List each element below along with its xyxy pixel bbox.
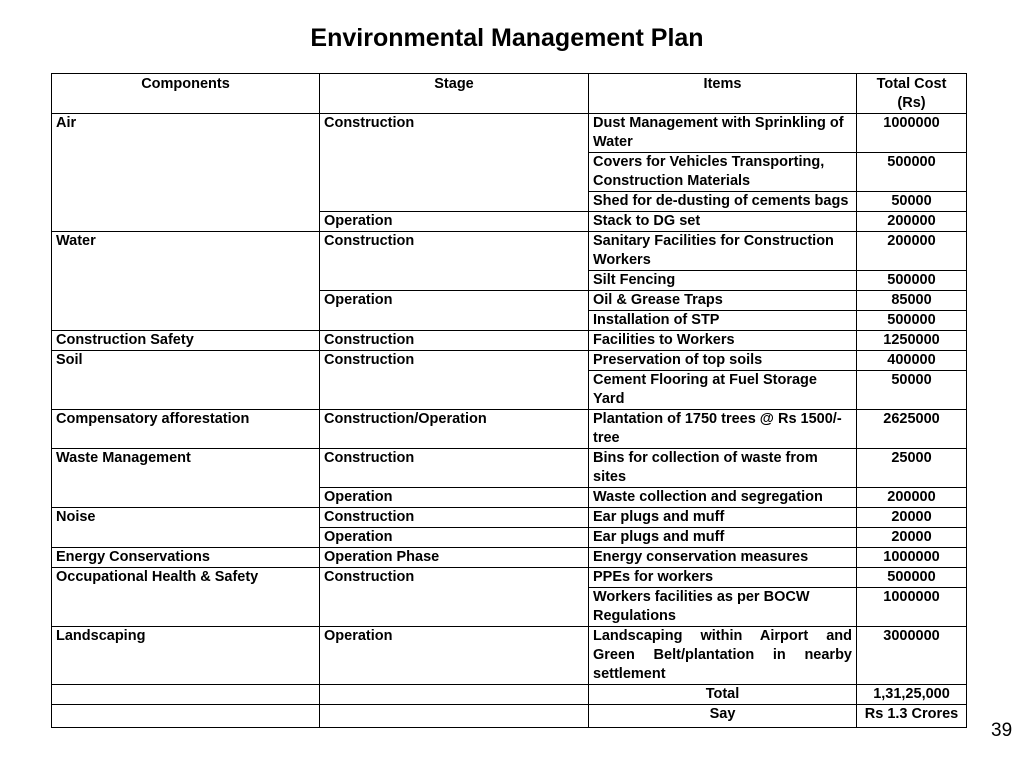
component-cell: Air <box>52 114 320 232</box>
stage-cell: Construction/Operation <box>320 410 589 449</box>
cost-cell: 200000 <box>857 488 967 508</box>
component-cell: Construction Safety <box>52 331 320 351</box>
header-components: Components <box>52 74 320 114</box>
component-cell: Landscaping <box>52 627 320 685</box>
stage-cell: Construction <box>320 449 589 488</box>
page-title: Environmental Management Plan <box>310 24 704 52</box>
item-cell: Installation of STP <box>589 311 857 331</box>
stage-cell: Construction <box>320 351 589 410</box>
component-cell: Soil <box>52 351 320 410</box>
table-row <box>52 351 967 371</box>
table-row <box>52 627 967 685</box>
component-cell: Energy Conservations <box>52 548 320 568</box>
empty-cell <box>320 685 589 705</box>
component-cell: Occupational Health & Safety <box>52 568 320 627</box>
component-cell: Noise <box>52 508 320 548</box>
empty-cell <box>52 705 320 728</box>
cost-cell: 85000 <box>857 291 967 311</box>
table-row <box>52 232 967 271</box>
stage-cell: Operation <box>320 488 589 508</box>
cost-cell: 3000000 <box>857 627 967 685</box>
stage-cell: Operation <box>320 627 589 685</box>
cost-cell: 1000000 <box>857 588 967 627</box>
component-cell: Water <box>52 232 320 331</box>
component-cell: Compensatory afforestation <box>52 410 320 449</box>
cost-cell: 500000 <box>857 153 967 192</box>
stage-cell: Construction <box>320 568 589 627</box>
item-cell: Stack to DG set <box>589 212 857 232</box>
item-cell: Workers facilities as per BOCW Regulations <box>589 588 857 627</box>
stage-cell: Operation <box>320 291 589 331</box>
total-value: 1,31,25,000 <box>857 685 967 705</box>
page-number: 39 <box>991 720 1013 741</box>
cost-cell: 400000 <box>857 351 967 371</box>
header-total-cost: Total Cost (Rs) <box>857 74 967 114</box>
table-row <box>52 548 967 568</box>
item-cell: Ear plugs and muff <box>589 508 857 528</box>
table-row <box>52 449 967 488</box>
cost-cell: 500000 <box>857 568 967 588</box>
stage-cell: Construction <box>320 232 589 291</box>
empty-cell <box>320 705 589 728</box>
item-cell: Landscaping within Airport and Green Belt/plantation in nearby settlement <box>589 627 857 685</box>
cost-cell: 2625000 <box>857 410 967 449</box>
item-cell: Ear plugs and muff <box>589 528 857 548</box>
item-cell: Oil & Grease Traps <box>589 291 857 311</box>
item-cell: Bins for collection of waste from sites <box>589 449 857 488</box>
item-cell: Cement Flooring at Fuel Storage Yard <box>589 371 857 410</box>
item-cell: Dust Management with Sprinkling of Water <box>589 114 857 153</box>
stage-cell: Construction <box>320 114 589 212</box>
item-cell: PPEs for workers <box>589 568 857 588</box>
empty-cell <box>52 685 320 705</box>
cost-cell: 1000000 <box>857 114 967 153</box>
say-value: Rs 1.3 Crores <box>857 705 967 728</box>
item-cell: Shed for de-dusting of cements bags <box>589 192 857 212</box>
cost-cell: 50000 <box>857 192 967 212</box>
table-row <box>52 331 967 351</box>
item-cell: Covers for Vehicles Transporting, Construction Materials <box>589 153 857 192</box>
item-cell: Silt Fencing <box>589 271 857 291</box>
item-cell: Facilities to Workers <box>589 331 857 351</box>
item-cell: Energy conservation measures <box>589 548 857 568</box>
item-cell: Waste collection and segregation <box>589 488 857 508</box>
stage-cell: Construction <box>320 508 589 528</box>
cost-cell: 50000 <box>857 371 967 410</box>
stage-cell: Operation Phase <box>320 548 589 568</box>
cost-cell: 20000 <box>857 528 967 548</box>
item-cell: Plantation of 1750 trees @ Rs 1500/- tree <box>589 410 857 449</box>
total-label: Total <box>589 685 857 705</box>
cost-cell: 500000 <box>857 271 967 291</box>
environmental-management-plan-table <box>51 73 967 728</box>
item-cell: Sanitary Facilities for Construction Workers <box>589 232 857 271</box>
say-row <box>52 705 967 728</box>
cost-cell: 200000 <box>857 232 967 271</box>
table-row <box>52 568 967 588</box>
header-stage: Stage <box>320 74 589 114</box>
item-cell: Preservation of top soils <box>589 351 857 371</box>
cost-cell: 200000 <box>857 212 967 232</box>
header-items: Items <box>589 74 857 114</box>
stage-cell: Operation <box>320 528 589 548</box>
header-row <box>52 74 967 114</box>
cost-cell: 1250000 <box>857 331 967 351</box>
table-row <box>52 410 967 449</box>
stage-cell: Operation <box>320 212 589 232</box>
cost-cell: 20000 <box>857 508 967 528</box>
say-label: Say <box>589 705 857 728</box>
table-row <box>52 508 967 528</box>
cost-cell: 1000000 <box>857 548 967 568</box>
table-row <box>52 114 967 153</box>
cost-cell: 500000 <box>857 311 967 331</box>
cost-cell: 25000 <box>857 449 967 488</box>
stage-cell: Construction <box>320 331 589 351</box>
total-row <box>52 685 967 705</box>
component-cell: Waste Management <box>52 449 320 508</box>
